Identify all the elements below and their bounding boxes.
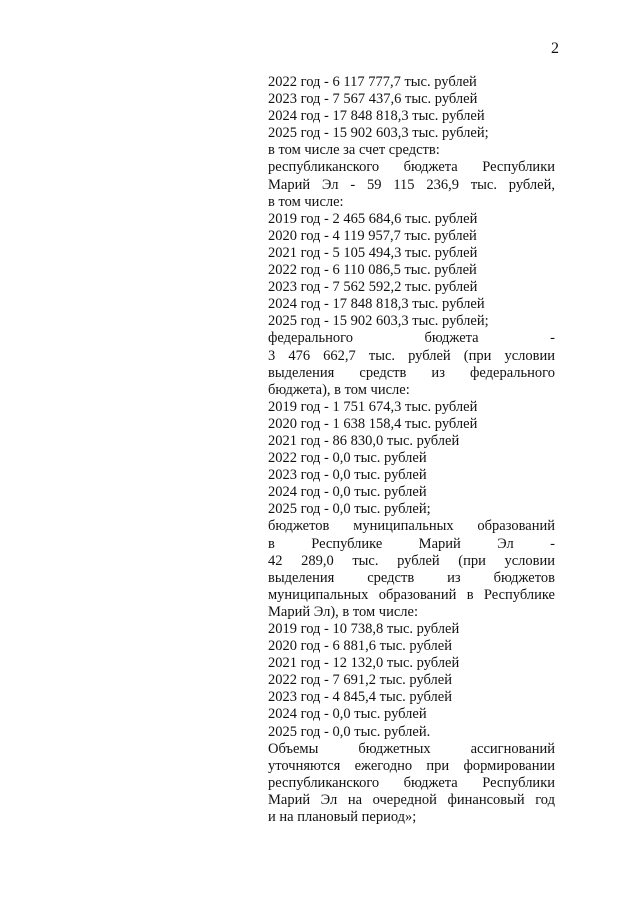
text-line: муниципальных образований в Республике bbox=[268, 586, 555, 603]
text-line: 2024 год - 0,0 тыс. рублей bbox=[268, 706, 427, 723]
text-line: 2021 год - 86 830,0 тыс. рублей bbox=[268, 432, 460, 449]
text-line: 42 289,0 тыс. рублей (при условии bbox=[268, 552, 555, 569]
text-line: 2022 год - 6 110 086,5 тыс. рублей bbox=[268, 262, 477, 279]
text-line: 2020 год - 6 881,6 тыс. рублей bbox=[268, 638, 452, 655]
text-line: 2024 год - 17 848 818,3 тыс. рублей bbox=[268, 296, 485, 313]
text-line: бюджетов муниципальных образований bbox=[268, 518, 555, 535]
text-line: республиканского бюджета Республики bbox=[268, 774, 555, 791]
text-line: 2019 год - 10 738,8 тыс. рублей bbox=[268, 621, 460, 637]
text-line: 2022 год - 6 117 777,7 тыс. рублей bbox=[268, 74, 477, 90]
text-line: в том числе: bbox=[268, 193, 344, 210]
text-line: 2019 год - 1 751 674,3 тыс. рублей bbox=[268, 398, 478, 415]
text-line: 2025 год - 0,0 тыс. рублей. bbox=[268, 723, 431, 740]
funding-text-column bbox=[268, 74, 555, 826]
text-line: 2024 год - 0,0 тыс. рублей bbox=[268, 484, 427, 501]
text-line: Марий Эл на очередной финансовый год bbox=[268, 791, 555, 808]
text-line: бюджета), в том числе: bbox=[268, 381, 410, 398]
text-line: 3 476 662,7 тыс. рублей (при условии bbox=[268, 347, 555, 364]
text-line: уточняются ежегодно при формировании bbox=[268, 757, 555, 774]
text-line: 2023 год - 0,0 тыс. рублей bbox=[268, 467, 427, 484]
text-line: 2022 год - 7 691,2 тыс. рублей bbox=[268, 672, 452, 689]
text-line: 2023 год - 7 567 437,6 тыс. рублей bbox=[268, 91, 478, 108]
text-line: в Республике Марий Эл - bbox=[268, 535, 555, 552]
text-line: 2023 год - 7 562 592,2 тыс. рублей bbox=[268, 279, 478, 296]
text-line: 2019 год - 2 465 684,6 тыс. рублей bbox=[268, 210, 478, 227]
text-line: выделения средств из федерального bbox=[268, 364, 555, 381]
text-line: и на плановый период»; bbox=[268, 809, 417, 826]
text-line: федерального бюджета - bbox=[268, 330, 555, 347]
text-line: Объемы бюджетных ассигнований bbox=[268, 740, 555, 757]
text-line: 2024 год - 17 848 818,3 тыс. рублей bbox=[268, 108, 485, 125]
text-line: 2023 год - 4 845,4 тыс. рублей bbox=[268, 689, 452, 706]
text-line: 2020 год - 1 638 158,4 тыс. рублей bbox=[268, 415, 478, 432]
text-line: Марий Эл), в том числе: bbox=[268, 603, 418, 620]
text-line: выделения средств из бюджетов bbox=[268, 569, 555, 586]
text-line: 2022 год - 0,0 тыс. рублей bbox=[268, 450, 427, 467]
text-line: 2025 год - 15 902 603,3 тыс. рублей; bbox=[268, 313, 489, 330]
page-number: 2 bbox=[551, 40, 559, 57]
text-line: в том числе за счет средств: bbox=[268, 142, 440, 159]
text-line: республиканского бюджета Республики bbox=[268, 159, 555, 176]
text-line: 2025 год - 15 902 603,3 тыс. рублей; bbox=[268, 125, 489, 142]
text-line: 2021 год - 12 132,0 тыс. рублей bbox=[268, 655, 460, 672]
text-line: 2021 год - 5 105 494,3 тыс. рублей bbox=[268, 244, 478, 261]
text-line: Марий Эл - 59 115 236,9 тыс. рублей, bbox=[268, 176, 555, 193]
text-line: 2020 год - 4 119 957,7 тыс. рублей bbox=[268, 227, 477, 244]
text-line: 2025 год - 0,0 тыс. рублей; bbox=[268, 501, 431, 518]
